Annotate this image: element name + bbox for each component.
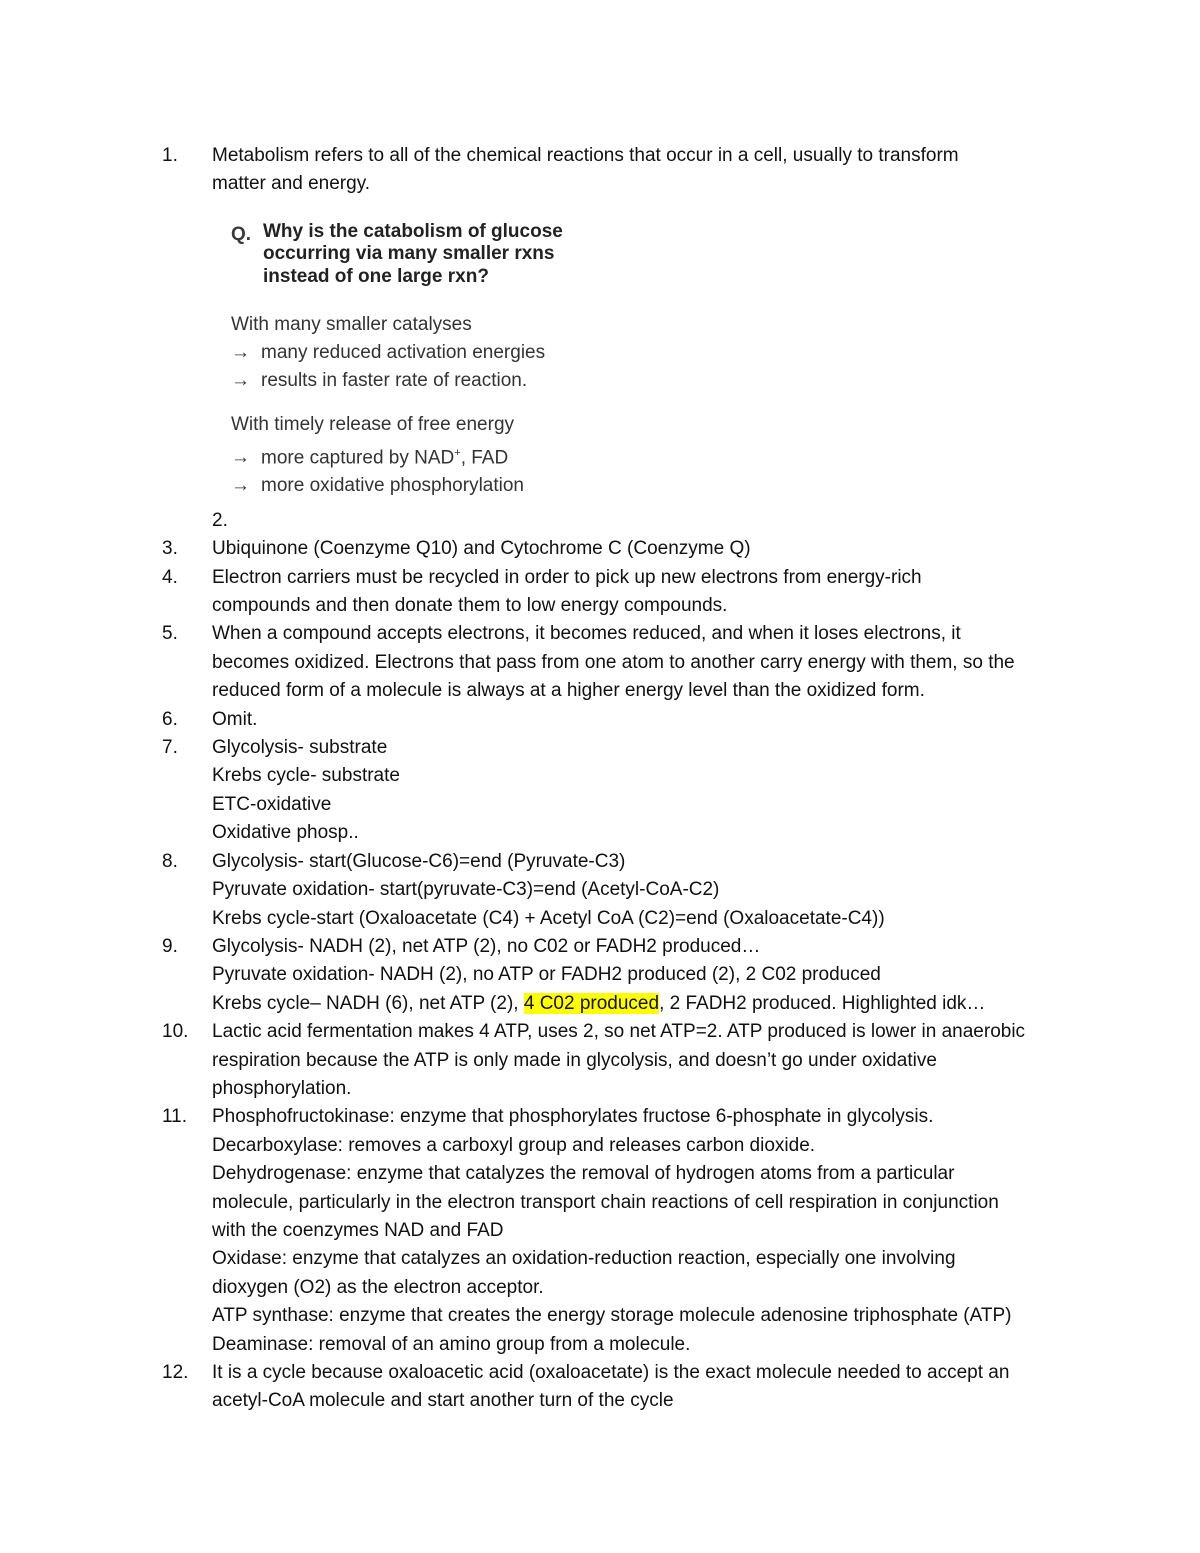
list-item (162, 1359, 1062, 1416)
item-text-line: reduced form of a molecule is always at a higher energy level than the oxidized form. (212, 680, 925, 702)
item-text-line: becomes oxidized. Electrons that pass from one atom to another carry energy with them, so the (212, 651, 1015, 673)
krebs-text-after: , 2 FADH2 produced. Highlighted idk… (659, 992, 986, 1014)
slide-group-2 (231, 411, 524, 500)
item-number: 8. (162, 850, 178, 872)
right-arrow-icon: → (231, 369, 250, 391)
item-text-line: Glycolysis- substrate (212, 737, 388, 759)
list-item (162, 564, 1062, 621)
item-text-line: Krebs cycle-start (Oxaloacetate (C4) + Acetyl CoA (C2)=end (Oxaloacetate-C4)) (212, 907, 885, 929)
list-item (162, 195, 1062, 535)
krebs-line (212, 990, 1062, 1018)
item-number: 4. (162, 566, 178, 588)
item-number: 10. (162, 1021, 189, 1043)
item-text-line: Deaminase: removal of an amino group from a molecule. (212, 1333, 691, 1355)
slide-point-suffix: , FAD (460, 447, 509, 469)
slide-point (231, 339, 545, 367)
slide-question-line: instead of one large rxn? (263, 265, 489, 287)
item-number: 3. (162, 538, 178, 560)
slide-question-line: Why is the catabolism of glucose (263, 220, 563, 242)
item-text-line: It is a cycle because oxaloacetic acid (oxaloacetate) is the exact molecule needed to accept an (212, 1362, 1010, 1383)
item-text-line: Glycolysis- start(Glucose-C6)=end (Pyruvate-C3) (212, 850, 626, 872)
item-number: 11. (162, 1106, 188, 1128)
item-text-line: Phosphofructokinase: enzyme that phosphorylates fructose 6-phosphate in glycolysis. (212, 1106, 934, 1128)
right-arrow-icon: → (231, 341, 250, 363)
item-text-line: When a compound accepts electrons, it becomes reduced, and when it loses electrons, it (212, 623, 961, 645)
item-text-line: Metabolism refers to all of the chemical reactions that occur in a cell, usually to transform (212, 145, 959, 166)
slide-point-text: results in faster rate of reaction. (261, 369, 528, 391)
list-item (162, 1018, 1062, 1103)
item-text-line: Electron carriers must be recycled in order to pick up new electrons from energy-rich (212, 566, 922, 588)
slide-group-heading: With timely release of free energy (231, 413, 515, 435)
item-text-line: compounds and then donate them to low energy compounds. (212, 595, 728, 617)
slide-group-1 (231, 311, 545, 395)
list-item (162, 535, 1062, 563)
slide-question-line: occurring via many smaller rxns (263, 243, 555, 265)
nad-superscript: + (454, 446, 461, 459)
list-item (162, 142, 1062, 199)
list-item (162, 620, 1062, 705)
item-text-line: Ubiquinone (Coenzyme Q10) and Cytochrome C (Coenzyme Q) (212, 538, 751, 560)
item-number: 9. (162, 935, 178, 957)
list-item (162, 1103, 1062, 1359)
item-text-line: Omit. (212, 708, 258, 730)
slide-point-text: more oxidative phosphorylation (261, 475, 524, 497)
item-text-line: Lactic acid fermentation makes 4 ATP, uses 2, so net ATP=2. ATP produced is lower in anaerobic (212, 1021, 1026, 1043)
right-arrow-icon: → (231, 447, 250, 469)
item-text-line: molecule, particularly in the electron transport chain reactions of cell respiration in conjunction (212, 1191, 999, 1213)
item-text-line: Dehydrogenase: enzyme that catalyzes the removal of hydrogen atoms from a particular (212, 1163, 955, 1185)
item-number: 12. (162, 1362, 189, 1383)
slide-point (231, 439, 524, 472)
embedded-slide-image (231, 195, 751, 535)
slide-question-text (263, 221, 563, 289)
highlighted-text: 4 C02 produced (523, 992, 660, 1014)
item-text-line: Decarboxylase: removes a carboxyl group and releases carbon dioxide. (212, 1134, 816, 1156)
item-text-line: Oxidase: enzyme that catalyzes an oxidation-reduction reaction, especially one involving (212, 1248, 956, 1270)
item-number: 7. (162, 737, 178, 759)
item-text-line: Oxidative phosp.. (212, 822, 359, 844)
item-text-line: Pyruvate oxidation- NADH (2), no ATP or FADH2 produced (2), 2 C02 produced (212, 964, 881, 986)
item-text-line: ATP synthase: enzyme that creates the energy storage molecule adenosine triphosphate (ATP) (212, 1305, 1012, 1327)
item-number: 1. (162, 145, 178, 166)
item-text-line: Pyruvate oxidation- start(pyruvate-C3)=end (Acetyl-CoA-C2) (212, 879, 720, 901)
list-item (162, 734, 1062, 848)
item-number: 6. (162, 708, 178, 730)
item-number: 5. (162, 623, 178, 645)
item-text-line: ETC-oxidative (212, 793, 332, 815)
answer-list (162, 142, 1062, 1416)
slide-point-text: many reduced activation energies (261, 341, 546, 363)
right-arrow-icon: → (231, 475, 250, 497)
item-text-line: Krebs cycle- substrate (212, 765, 400, 787)
item-text-line: acetyl-CoA molecule and start another turn of the cycle (212, 1390, 674, 1412)
slide-point (231, 472, 524, 500)
slide-point (231, 367, 545, 395)
krebs-text-before: Krebs cycle– NADH (6), net ATP (2), (212, 992, 524, 1014)
item-number: 2. (212, 509, 228, 531)
item-text-line: phosphorylation. (212, 1077, 352, 1099)
list-item (162, 933, 1062, 1018)
list-item (162, 706, 1062, 734)
slide-point-text: more captured by NAD (261, 447, 455, 469)
item-text-line: dioxygen (O2) as the electron acceptor. (212, 1276, 544, 1298)
item-text-line: matter and energy. (212, 173, 371, 195)
list-item (162, 848, 1062, 933)
slide-q-label: Q. (231, 223, 252, 245)
item-text-line: respiration because the ATP is only made in glycolysis, and doesn’t go under oxidative (212, 1049, 937, 1071)
item-text-line: with the coenzymes NAD and FAD (212, 1219, 504, 1241)
slide-group-heading: With many smaller catalyses (231, 313, 472, 335)
item-text-line: Glycolysis- NADH (2), net ATP (2), no C02 or FADH2 produced… (212, 935, 761, 957)
